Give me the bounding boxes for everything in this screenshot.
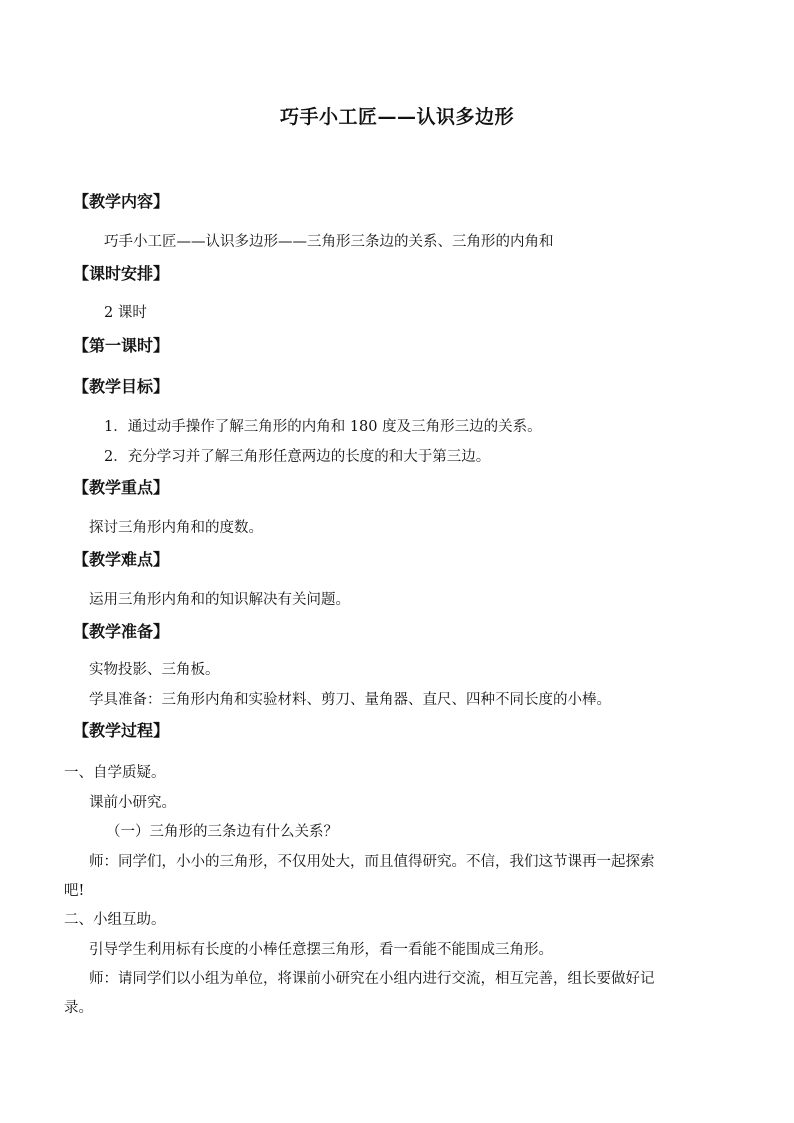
teaching-content-text: 巧手小工匠——认识多边形——三角形三条边的关系、三角形的内角和: [104, 234, 554, 250]
heading-process: 【教学过程】: [73, 721, 170, 740]
process-step-1: 一、自学质疑。: [64, 765, 166, 781]
process-text-1: 课前小研究。: [89, 795, 176, 811]
heading-schedule: 【课时安排】: [73, 264, 170, 283]
goal-item-2: 2．充分学习并了解三角形任意两边的长度的和大于第三边。: [104, 449, 491, 465]
process-text-2: （一）三角形的三条边有什么关系？: [106, 824, 338, 840]
process-text-5: 师：请同学们以小组为单位，将课前小研究在小组内进行交流，相互完善，组长要做好记: [89, 971, 655, 987]
process-text-5-cont: 录。: [64, 1000, 93, 1016]
process-text-4: 引导学生利用标有长度的小棒任意摆三角形，看一看能不能围成三角形。: [89, 942, 553, 958]
heading-teaching-content: 【教学内容】: [73, 192, 170, 211]
key-points-text: 探讨三角形内角和的度数。: [89, 520, 263, 536]
heading-difficulties: 【教学难点】: [73, 550, 170, 569]
goal-item-1: 1．通过动手操作了解三角形的内角和 180 度及三角形三边的关系。: [104, 419, 542, 435]
heading-key-points: 【教学重点】: [73, 478, 170, 497]
process-text-3-cont: 吧!: [64, 883, 85, 899]
heading-first-lesson: 【第一课时】: [73, 336, 170, 355]
preparation-text-2: 学具准备：三角形内角和实验材料、剪刀、量角器、直尺、四种不同长度的小棒。: [89, 692, 611, 708]
difficulties-text: 运用三角形内角和的知识解决有关问题。: [89, 592, 350, 608]
heading-teaching-goals: 【教学目标】: [73, 377, 170, 396]
schedule-text: 2 课时: [104, 305, 147, 321]
document-title: 巧手小工匠——认识多边形: [279, 106, 514, 128]
process-text-3: 师：同学们，小小的三角形，不仅用处大，而且值得研究。不信，我们这节课再一起探索: [89, 854, 655, 870]
preparation-text-1: 实物投影、三角板。: [89, 662, 220, 678]
heading-preparation: 【教学准备】: [73, 622, 170, 641]
process-step-2: 二、小组互助。: [64, 912, 166, 928]
